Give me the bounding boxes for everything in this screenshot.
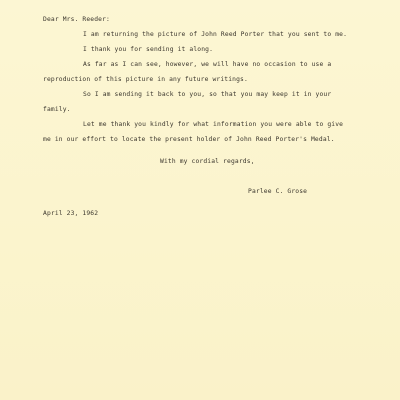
letter-line: family. bbox=[43, 106, 71, 113]
letter-line: I thank you for sending it along. bbox=[83, 46, 214, 53]
letter-line: So I am sending it back to you, so that you may keep it in your bbox=[83, 91, 332, 98]
letter-line: reproduction of this picture in any future writings. bbox=[43, 76, 248, 83]
letter-line: Let me thank you kindly for what information you were able to give bbox=[83, 121, 344, 128]
signature: Parlee C. Grose bbox=[248, 188, 308, 195]
letter-line: I am returning the picture of John Reed Porter that you sent to me. bbox=[83, 31, 348, 38]
closing: With my cordial regards, bbox=[160, 158, 255, 165]
date: April 23, 1962 bbox=[43, 210, 99, 217]
letter-line: As far as I can see, however, we will have no occasion to use a bbox=[83, 61, 332, 68]
letter-line: me in our effort to locate the present holder of John Reed Porter's Medal. bbox=[43, 136, 335, 143]
salutation: Dear Mrs. Reeder: bbox=[43, 16, 110, 23]
